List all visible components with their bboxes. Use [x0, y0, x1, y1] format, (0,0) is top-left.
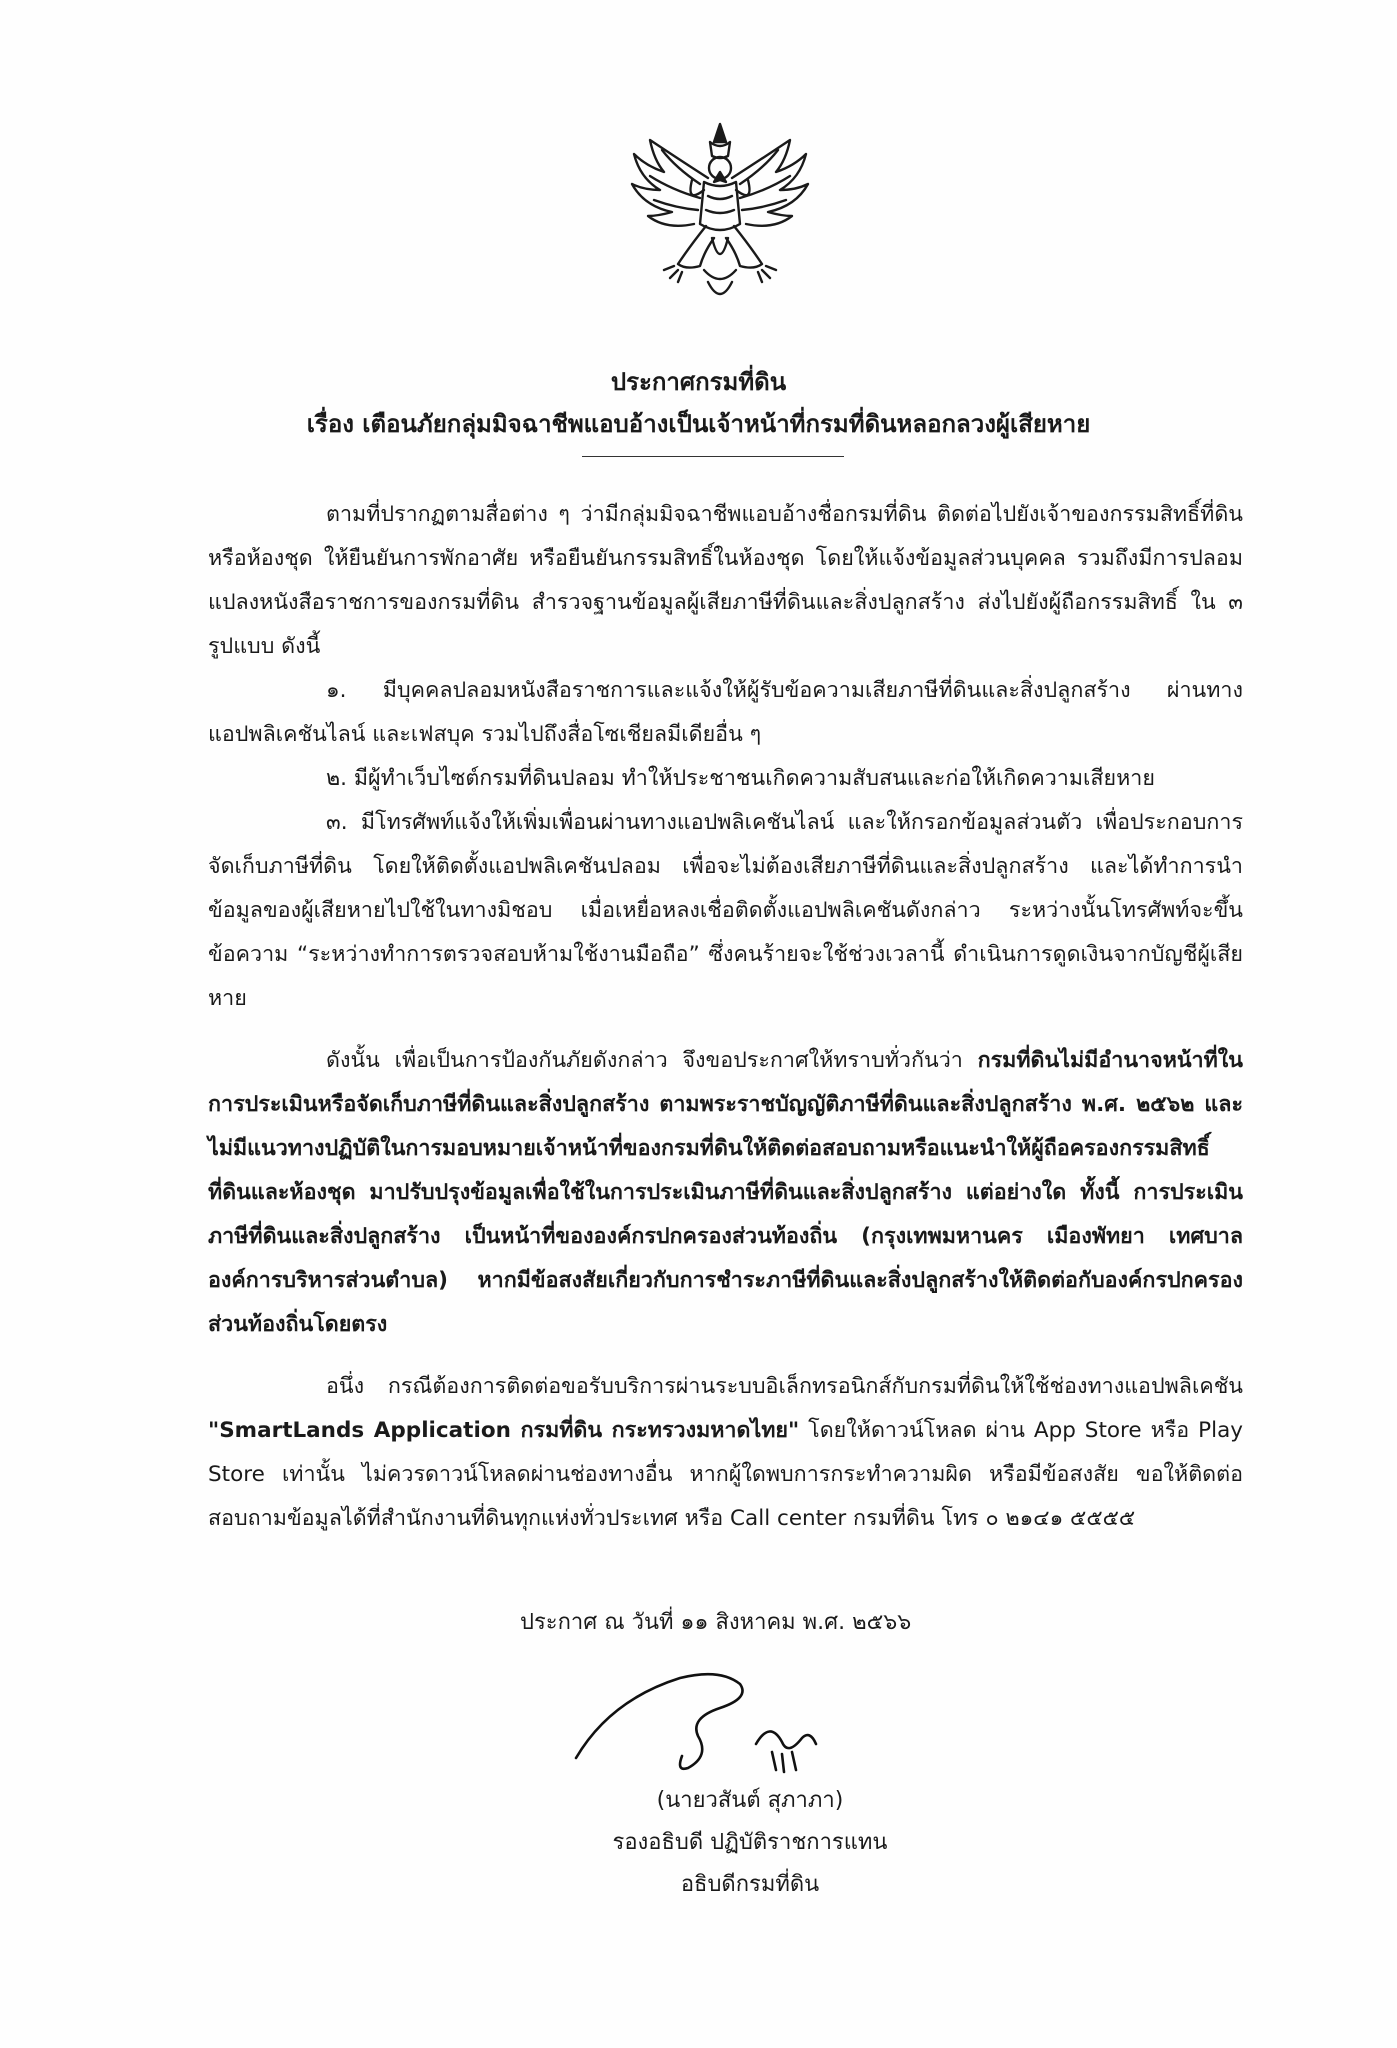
contact-paragraph	[208, 1365, 1243, 1541]
intro-paragraph: ตามที่ปรากฏตามสื่อต่าง ๆ ว่ามีกลุ่มมิจฉาชีพแอบอ้างชื่อกรมที่ดิน ติดต่อไปยังเจ้าของกรรมสิทธิ์ที่ดินหรือห้องชุด ให้ยืนยันการพักอาศัย หรือยืนยันกรรมสิทธิ์ในห้องชุด โดยให้แจ้งข้อมูลส่วนบุคคล รวมถึงมีการปลอมแปลงหนังสือราชการของกรมที่ดิน สำรวจฐานข้อมูลผู้เสียภาษีที่ดินและสิ่งปลูกสร้าง ส่งไปยังผู้ถือกรรมสิทธิ์ ใน ๓ รูปแบบ ดังนี้	[208, 502, 1243, 659]
contact-rest-text: โดยให้ดาวน์โหลด ผ่าน App Store หรือ Play Store เท่านั้น ไม่ควรดาวน์โหลดผ่านช่องทางอื่น หากผู้ใดพบการกระทำความผิด หรือมีข้อสงสัย ขอให้ติดต่อสอบถามข้อมูลได้ที่สำนักงานที่ดินทุกแห่งทั่วประเทศ หรือ Call center กรมที่ดิน โทร ๐ ๒๑๔๑ ๕๕๕๕	[208, 1418, 1243, 1531]
announcement-title: ประกาศกรมที่ดิน	[610, 368, 787, 396]
signer-organization: อธิบดีกรมที่ดิน	[680, 1872, 820, 1897]
list-item-2: ๒. มีผู้ทำเว็บไซต์กรมที่ดินปลอม ทำให้ประชาชนเกิดความสับสนและก่อให้เกิดความเสียหาย	[326, 766, 1155, 791]
notice-paragraph	[208, 1039, 1243, 1347]
announcement-subject: เรื่อง เตือนภัยกลุ่มมิจฉาชีพแอบอ้างเป็นเจ้าหน้าที่กรมที่ดินหลอกลวงผู้เสียหาย	[306, 410, 1091, 438]
announcement-date: ประกาศ ณ วันที่ ๑๑ สิงหาคม พ.ศ. ๒๕๖๖	[520, 1610, 912, 1635]
list-item-1: ๑. มีบุคคลปลอมหนังสือราชการและแจ้งให้ผู้รับข้อความเสียภาษีที่ดินและสิ่งปลูกสร้าง ผ่านทางแอปพลิเคชันไลน์ และเฟสบุค รวมไปถึงสื่อโซเชียลมีเดียอื่น ๆ	[208, 678, 1243, 747]
list-item-3: ๓. มีโทรศัพท์แจ้งให้เพิ่มเพื่อนผ่านทางแอปพลิเคชันไลน์ และให้กรอกข้อมูลส่วนตัว เพื่อประกอบการจัดเก็บภาษีที่ดิน โดยให้ติดตั้งแอปพลิเคชันปลอม เพื่อจะไม่ต้องเสียภาษีที่ดินและสิ่งปลูกสร้าง และได้ทำการนำข้อมูลของผู้เสียหายไปใช้ในทางมิชอบ เมื่อเหยื่อหลงเชื่อติดตั้งแอปพลิเคชันดังกล่าว ระหว่างนั้นโทรศัพท์จะขึ้นข้อความ “ระหว่างทำการตรวจสอบห้ามใช้งานมือถือ” ซึ่งคนร้ายจะใช้ช่วงเวลานี้ ดำเนินการดูดเงินจากบัญชีผู้เสียหาย	[208, 810, 1243, 1011]
app-name-text: "SmartLands Application กรมที่ดิน กระทรวงมหาดไทย"	[208, 1418, 800, 1443]
signer-name: (นายวสันต์ สุภาภา)	[656, 1788, 844, 1813]
title-divider	[582, 456, 844, 457]
handwritten-signature-icon	[570, 1660, 840, 1780]
announcement-body	[208, 493, 1243, 1541]
contact-lead-text: อนึ่ง กรณีต้องการติดต่อขอรับบริการผ่านระบบอิเล็กทรอนิกส์กับกรมที่ดินให้ใช้ช่องทางแอปพลิเคชัน	[326, 1374, 1243, 1399]
notice-bold-text: กรมที่ดินไม่มีอำนาจหน้าที่ในการประเมินหรือจัดเก็บภาษีที่ดินและสิ่งปลูกสร้าง ตามพระราชบัญญัติภาษีที่ดินและสิ่งปลูกสร้าง พ.ศ. ๒๕๖๒ และไม่มีแนวทางปฏิบัติในการมอบหมายเจ้าหน้าที่ของกรมที่ดินให้ติดต่อสอบถามหรือแนะนำให้ผู้ถือครองกรรมสิทธิ์ที่ดินและห้องชุด มาปรับปรุงข้อมูลเพื่อใช้ในการประเมินภาษีที่ดินและสิ่งปลูกสร้าง แต่อย่างใด ทั้งนี้ การประเมินภาษีที่ดินและสิ่งปลูกสร้าง เป็นหน้าที่ขององค์กรปกครองส่วนท้องถิ่น (กรุงเทพมหานคร เมืองพัทยา เทศบาล องค์การบริหารส่วนตำบล) หากมีข้อสงสัยเกี่ยวกับการชำระภาษีที่ดินและสิ่งปลูกสร้างให้ติดต่อกับองค์กรปกครองส่วนท้องถิ่นโดยตรง	[208, 1048, 1243, 1337]
signer-position: รองอธิบดี ปฏิบัติราชการแทน	[612, 1830, 888, 1855]
notice-lead-text: ดังนั้น เพื่อเป็นการป้องกันภัยดังกล่าว จึงขอประกาศให้ทราบทั่วกันว่า	[326, 1048, 978, 1073]
garuda-emblem-icon	[620, 120, 820, 320]
